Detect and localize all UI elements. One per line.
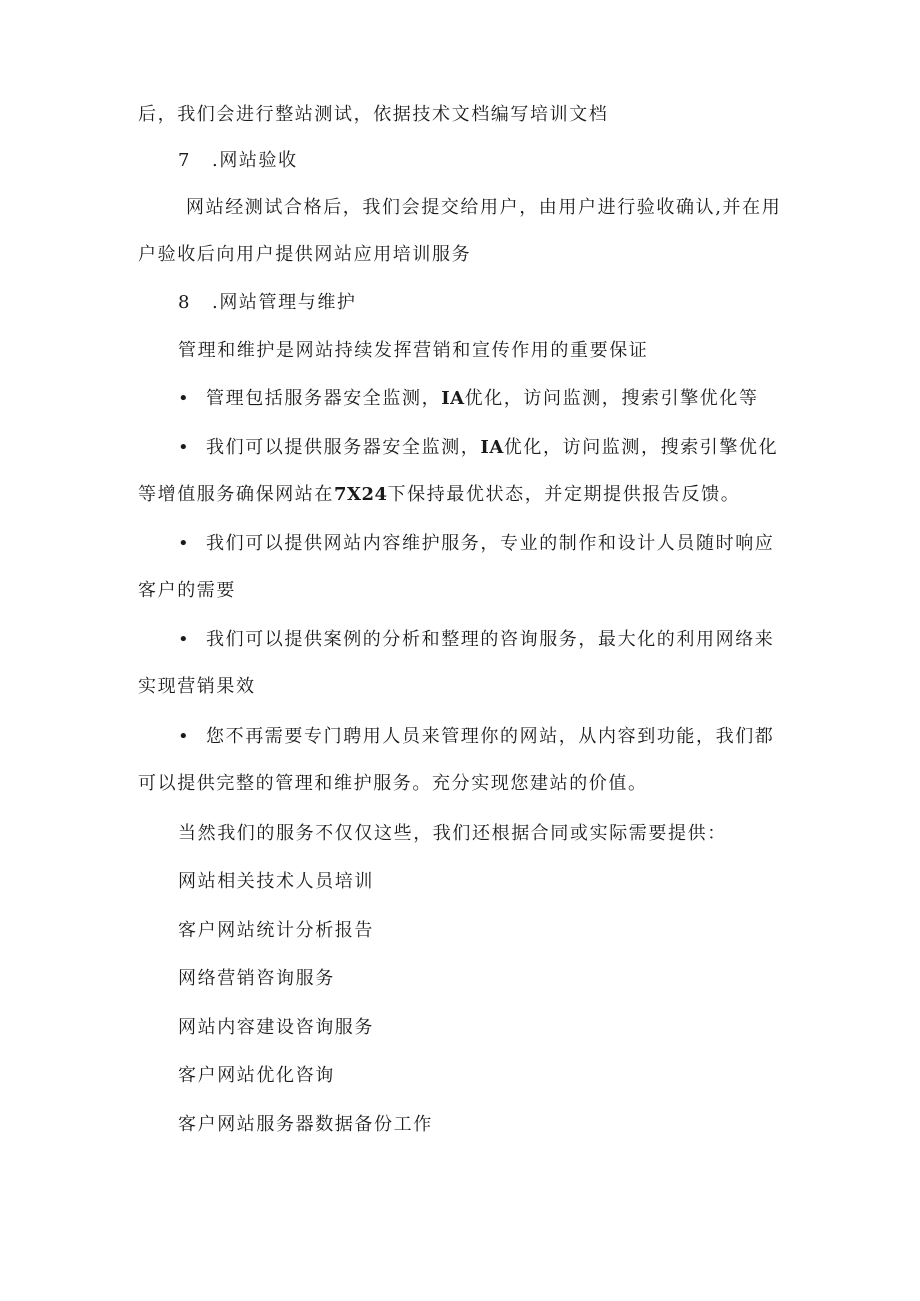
bullet-2-text-pre: 我们可以提供服务器安全监测， bbox=[206, 437, 481, 458]
bullet-1-ia: IA bbox=[441, 388, 465, 409]
bullet-2-line-2-post: 下保持最优状态，并定期提供报告反馈。 bbox=[387, 484, 741, 505]
extra-services-intro: 当然我们的服务不仅仅这些，我们还根据合同或实际需要提供： bbox=[178, 823, 727, 844]
list-item: 网站相关技术人员培训 bbox=[178, 871, 374, 892]
bullet-2-line-2 bbox=[138, 482, 740, 508]
section-7-para-line-2: 户验收后向用户提供网站应用培训服务 bbox=[138, 244, 472, 265]
bullet-4-line-1 bbox=[178, 627, 774, 653]
section-8-heading bbox=[178, 290, 357, 316]
section-7-para-line-1: 网站经测试合格后，我们会提交给用户，由用户进行验收确认,并在用 bbox=[186, 197, 782, 218]
section-8-intro: 管理和维护是网站持续发挥营销和宣传作用的重要保证 bbox=[178, 340, 649, 361]
bullet-3-line-1 bbox=[178, 531, 774, 557]
bullet-1-text-pre: 管理包括服务器安全监测， bbox=[206, 388, 442, 409]
bullet-4-line-2: 实现营销果效 bbox=[138, 676, 256, 697]
list-item: 客户网站统计分析报告 bbox=[178, 920, 374, 941]
bullet-dot-icon: • bbox=[178, 388, 189, 409]
section-8-title: .网站管理与维护 bbox=[212, 292, 357, 313]
bullet-3-line-2: 客户的需要 bbox=[138, 580, 236, 601]
list-item: 客户网站优化咨询 bbox=[178, 1065, 335, 1086]
bullet-2-line-1 bbox=[178, 435, 778, 461]
bullet-1 bbox=[178, 386, 759, 412]
list-item: 客户网站服务器数据备份工作 bbox=[178, 1114, 433, 1135]
section-7-number: 7 bbox=[178, 150, 190, 171]
intro-tail-line: 后，我们会进行整站测试，依据技术文档编写培训文档 bbox=[138, 104, 609, 125]
section-8-number: 8 bbox=[178, 292, 190, 313]
bullet-dot-icon: • bbox=[178, 629, 189, 650]
bullet-3-text: 我们可以提供网站内容维护服务，专业的制作和设计人员随时响应 bbox=[206, 533, 775, 554]
bullet-5-text: 您不再需要专门聘用人员来管理你的网站，从内容到功能，我们都 bbox=[206, 726, 775, 747]
bullet-5-line-1 bbox=[178, 724, 774, 750]
section-7-title: .网站验收 bbox=[212, 150, 298, 171]
bullet-dot-icon: • bbox=[178, 726, 189, 747]
bullet-2-text-post: 优化，访问监测，搜索引擎优化 bbox=[503, 437, 779, 458]
bullet-1-text-post: 优化，访问监测，搜索引擎优化等 bbox=[464, 388, 759, 409]
section-7-heading bbox=[178, 148, 298, 174]
list-item: 网站内容建设咨询服务 bbox=[178, 1017, 374, 1038]
bullet-dot-icon: • bbox=[178, 437, 189, 458]
list-item: 网络营销咨询服务 bbox=[178, 968, 335, 989]
bullet-2-ia: IA bbox=[480, 437, 504, 458]
bullet-4-text: 我们可以提供案例的分析和整理的咨询服务，最大化的利用网络来 bbox=[206, 629, 775, 650]
bullet-5-line-2: 可以提供完整的管理和维护服务。充分实现您建站的价值。 bbox=[138, 773, 648, 794]
bullet-2-line-2-pre: 等增值服务确保网站在 bbox=[138, 484, 334, 505]
bullet-dot-icon: • bbox=[178, 533, 189, 554]
bullet-2-7x24: 7X24 bbox=[334, 484, 388, 505]
